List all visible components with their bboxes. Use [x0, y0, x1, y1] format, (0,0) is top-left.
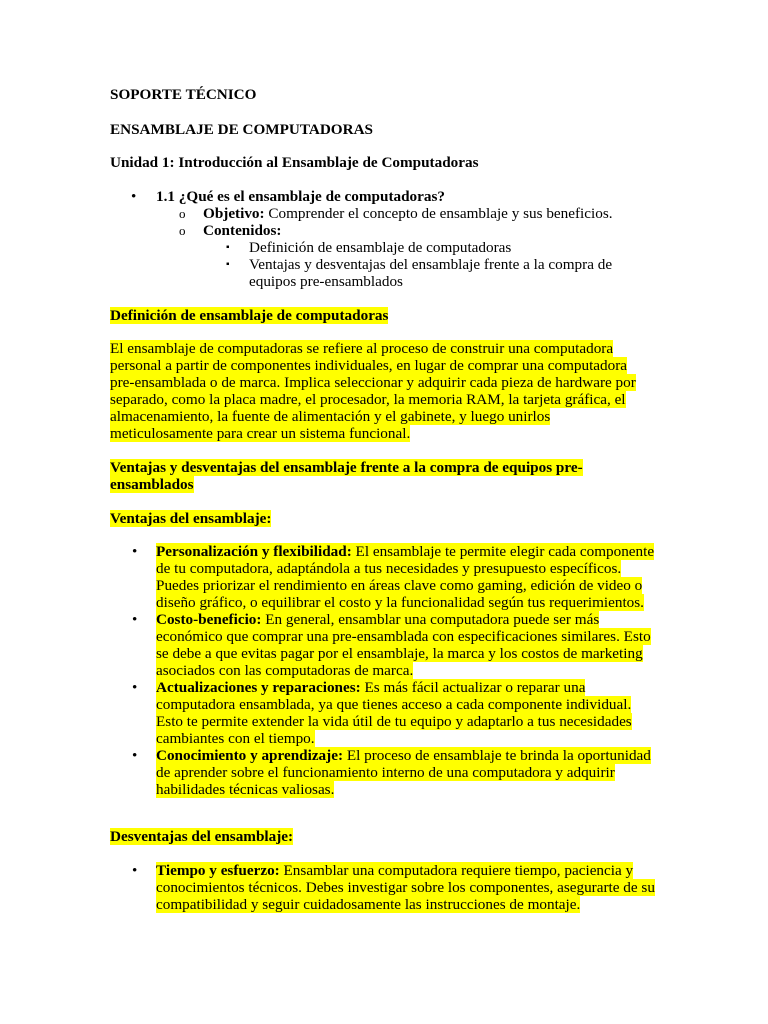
unit-outline — [110, 188, 650, 290]
bullet-square-icon: ▪ — [226, 259, 230, 270]
contenidos-label: Contenidos: — [203, 222, 282, 239]
ventaja-text — [156, 543, 654, 611]
bullet-disc-icon: • — [132, 862, 138, 879]
definition-paragraph — [110, 340, 650, 442]
definition-heading-text: Definición de ensamblaje de computadoras — [110, 307, 389, 324]
doc-title-soporte: SOPORTE TÉCNICO — [110, 86, 257, 103]
desventaja-item — [110, 862, 655, 913]
ventajas-heading-text: Ventajas del ensamblaje: — [110, 510, 272, 527]
ventaja-text — [156, 747, 651, 798]
ventajas-heading — [110, 510, 650, 527]
ventaja-text — [156, 611, 651, 679]
ventajas-desventajas-heading-text: Ventajas y desventajas del ensamblaje frente a la compra de equipos pre-ensamblados — [110, 459, 583, 493]
desventaja-body: Ensamblar una computadora requiere tiempo, paciencia y conocimientos técnicos. Debes investigar sobre los componentes, asegurarte de su compatibilidad y seguir cuidadosamente las instrucciones de montaje. — [156, 862, 655, 913]
ventaja-item — [110, 679, 655, 747]
unit-heading: Unidad 1: Introducción al Ensamblaje de Computadoras — [110, 154, 479, 171]
outline-item-1-1 — [110, 188, 650, 205]
bullet-disc-icon: • — [132, 679, 138, 696]
ventaja-body: En general, ensamblar una computadora puede ser más económico que comprar una pre-ensamblada con especificaciones similares. Esto se debe a que evitas pagar por el ensamblaje, la marca y los costos de marketing asociados con las computadoras de marca. — [156, 611, 651, 679]
objetivo-label: Objetivo: — [203, 205, 265, 222]
ventaja-label: Conocimiento y aprendizaje: — [156, 747, 344, 764]
bullet-circle-icon: o — [179, 223, 186, 238]
contenido-1-text: Definición de ensamblaje de computadoras — [249, 239, 512, 256]
doc-title-ensamblaje: ENSAMBLAJE DE COMPUTADORAS — [110, 121, 373, 138]
ventaja-item — [110, 611, 655, 679]
bullet-circle-icon: o — [179, 206, 186, 221]
bullet-disc-icon: • — [131, 188, 137, 205]
ventaja-item — [110, 747, 655, 798]
bullet-disc-icon: • — [132, 543, 138, 560]
desventaja-label: Tiempo y esfuerzo: — [156, 862, 280, 879]
ventajas-list — [110, 543, 655, 798]
bullet-disc-icon: • — [132, 747, 138, 764]
definition-heading — [110, 307, 650, 324]
ventaja-body: Es más fácil actualizar o reparar una computadora ensamblada, ya que tienes acceso a cada componente individual. Esto te permite extender la vida útil de tu equipo y adaptarlo a tus necesidades cambiantes con el tiempo. — [156, 679, 632, 747]
definition-paragraph-text: El ensamblaje de computadoras se refiere al proceso de construir una computadora personal a partir de componentes individuales, en lugar de comprar una computadora pre-ensamblada o de marca. Implica seleccionar y adquirir cada pieza de hardware por separado, como la placa madre, el procesador, la memoria RAM, la tarjeta gráfica, el almacenamiento, la fuente de alimentación y el gabinete, y luego unirlos meticulosamente para crear un sistema funcional. — [110, 340, 636, 442]
desventajas-list — [110, 862, 655, 913]
bullet-square-icon: ▪ — [226, 242, 230, 253]
outline-item-1-1-label: 1.1 ¿Qué es el ensamblaje de computadoras? — [156, 188, 445, 205]
bullet-disc-icon: • — [132, 611, 138, 628]
desventajas-heading — [110, 828, 650, 845]
ventaja-item — [110, 543, 655, 611]
ventaja-label: Personalización y flexibilidad: — [156, 543, 352, 560]
ventaja-text — [156, 679, 632, 747]
contenido-2-text: Ventajas y desventajas del ensamblaje frente a la compra de equipos pre-ensamblados — [249, 256, 613, 290]
ventaja-body: El proceso de ensamblaje te brinda la oportunidad de aprender sobre el funcionamiento interno de una computadora y adquirir habilidades técnicas valiosas. — [156, 747, 651, 798]
ventaja-label: Costo-beneficio: — [156, 611, 262, 628]
outline-contenidos — [110, 222, 650, 239]
outline-contenido-2 — [110, 256, 650, 290]
ventaja-body: El ensamblaje te permite elegir cada componente de tu computadora, adaptándola a tus necesidades y presupuesto específicos. Puedes priorizar el rendimiento en áreas clave como gaming, edición de video o diseño gráfico, o equilibrar el costo y la funcionalidad según tus requerimientos. — [156, 543, 655, 611]
desventajas-heading-text: Desventajas del ensamblaje: — [110, 828, 294, 845]
ventajas-desventajas-heading — [110, 459, 610, 493]
objetivo-text: Comprender el concepto de ensamblaje y sus beneficios. — [264, 205, 613, 222]
outline-contenido-1 — [110, 239, 650, 256]
ventaja-label: Actualizaciones y reparaciones: — [156, 679, 361, 696]
outline-objetivo — [110, 205, 650, 222]
desventaja-text — [156, 862, 655, 913]
